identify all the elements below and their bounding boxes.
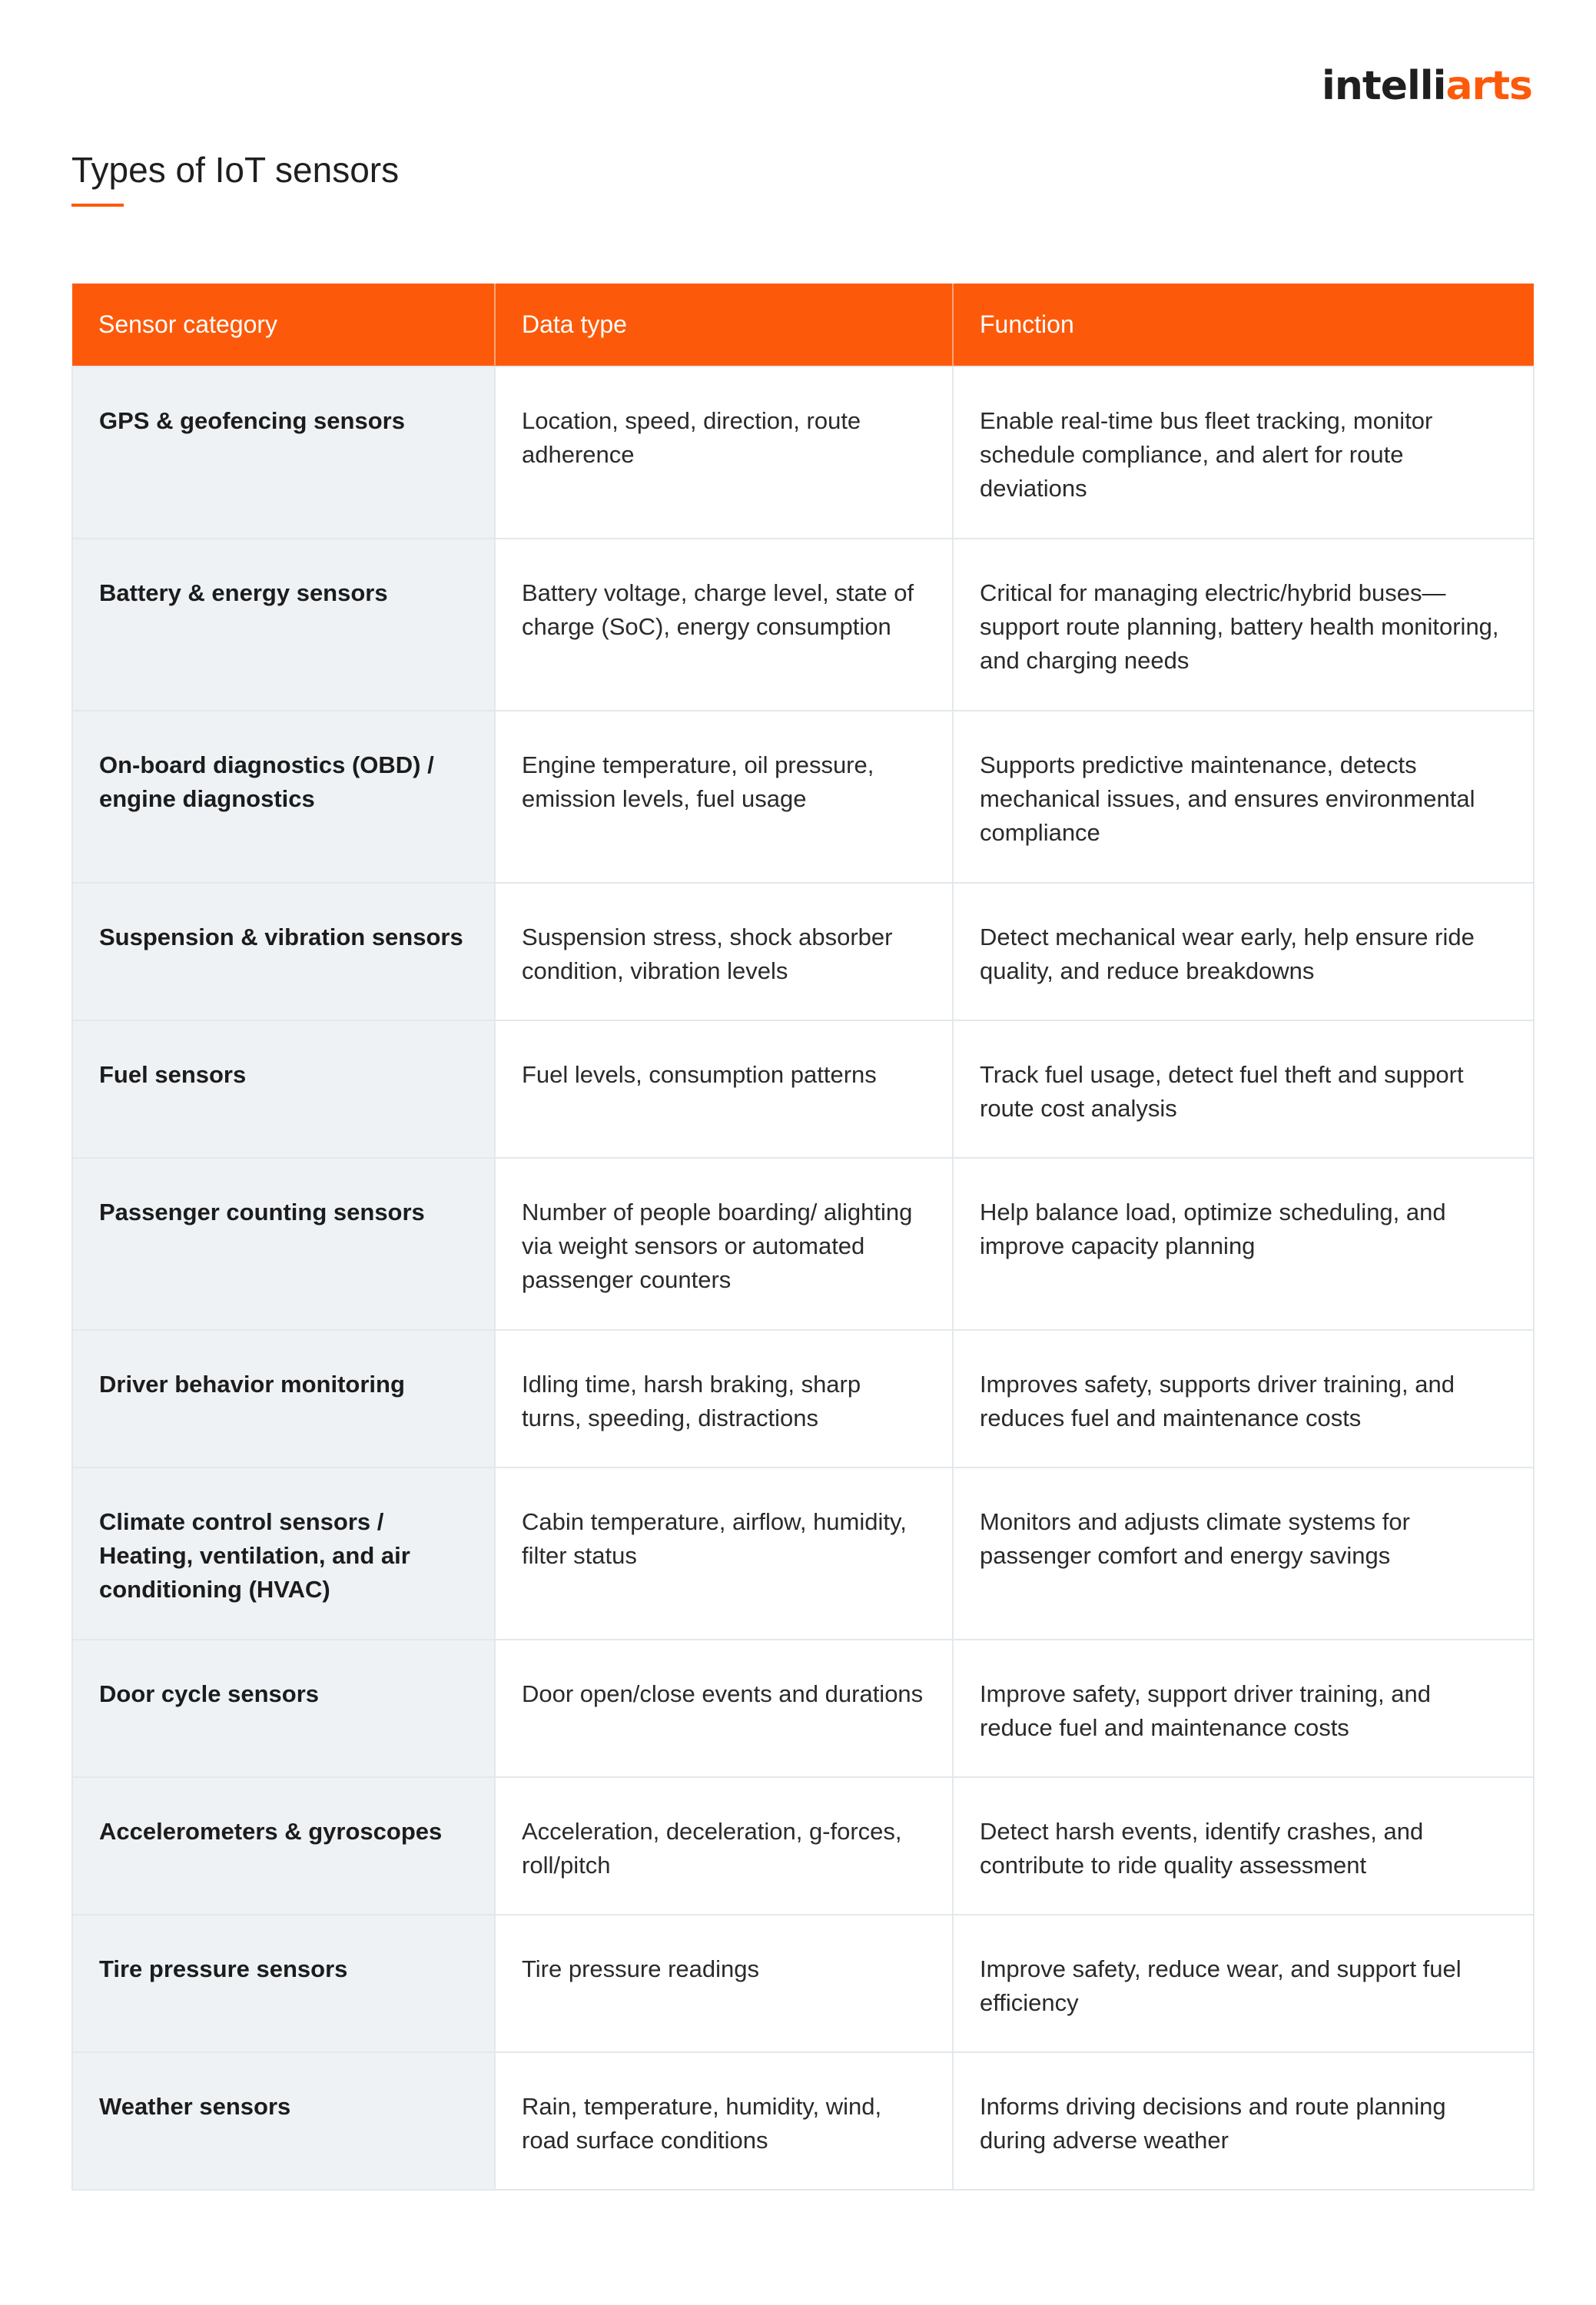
table-row bbox=[72, 539, 1534, 711]
data-type-cell: Tire pressure readings bbox=[495, 1915, 953, 2052]
data-type-cell: Cabin temperature, airflow, humidity, filter status bbox=[495, 1468, 953, 1640]
function-cell: Detect harsh events, identify crashes, and contribute to ride quality assessment bbox=[953, 1777, 1534, 1915]
sensor-category-cell: On-board diagnostics (OBD) / engine diagnostics bbox=[72, 711, 495, 883]
data-type-cell: Idling time, harsh braking, sharp turns, speeding, distractions bbox=[495, 1330, 953, 1468]
sensor-category-cell: Passenger counting sensors bbox=[72, 1158, 495, 1330]
sensor-category-cell: Weather sensors bbox=[72, 2052, 495, 2190]
table-row bbox=[72, 1158, 1534, 1330]
sensor-category-cell: Driver behavior monitoring bbox=[72, 1330, 495, 1468]
data-type-cell: Door open/close events and durations bbox=[495, 1640, 953, 1777]
sensor-category-cell: Door cycle sensors bbox=[72, 1640, 495, 1777]
sensor-category-cell: GPS & geofencing sensors bbox=[72, 366, 495, 539]
sensor-category-cell: Battery & energy sensors bbox=[72, 539, 495, 711]
sensor-category-cell: Climate control sensors / Heating, ventilation, and air conditioning (HVAC) bbox=[72, 1468, 495, 1640]
function-cell: Help balance load, optimize scheduling, and improve capacity planning bbox=[953, 1158, 1534, 1330]
function-cell: Supports predictive maintenance, detects mechanical issues, and ensures environmental compliance bbox=[953, 711, 1534, 883]
table-row bbox=[72, 2052, 1534, 2190]
function-cell: Detect mechanical wear early, help ensure ride quality, and reduce breakdowns bbox=[953, 883, 1534, 1020]
data-type-cell: Location, speed, direction, route adherence bbox=[495, 366, 953, 539]
function-cell: Enable real-time bus fleet tracking, monitor schedule compliance, and alert for route deviations bbox=[953, 366, 1534, 539]
table-row bbox=[72, 711, 1534, 883]
function-cell: Improve safety, reduce wear, and support fuel efficiency bbox=[953, 1915, 1534, 2052]
function-cell: Improves safety, supports driver training, and reduces fuel and maintenance costs bbox=[953, 1330, 1534, 1468]
data-type-cell: Suspension stress, shock absorber condition, vibration levels bbox=[495, 883, 953, 1020]
table-row bbox=[72, 1777, 1534, 1915]
table-row bbox=[72, 1915, 1534, 2052]
sensor-category-cell: Fuel sensors bbox=[72, 1020, 495, 1158]
function-cell: Informs driving decisions and route planning during adverse weather bbox=[953, 2052, 1534, 2190]
function-cell: Monitors and adjusts climate systems for passenger comfort and energy savings bbox=[953, 1468, 1534, 1640]
data-type-cell: Rain, temperature, humidity, wind, road surface conditions bbox=[495, 2052, 953, 2190]
sensor-category-cell: Suspension & vibration sensors bbox=[72, 883, 495, 1020]
intelliarts-logo bbox=[1322, 63, 1532, 109]
data-type-cell: Acceleration, deceleration, g-forces, roll/pitch bbox=[495, 1777, 953, 1915]
header-data-type: Data type bbox=[495, 284, 953, 366]
table-row bbox=[72, 1330, 1534, 1468]
data-type-cell: Engine temperature, oil pressure, emission levels, fuel usage bbox=[495, 711, 953, 883]
title-underline bbox=[71, 204, 124, 207]
table-row bbox=[72, 1468, 1534, 1640]
data-type-cell: Fuel levels, consumption patterns bbox=[495, 1020, 953, 1158]
function-cell: Improve safety, support driver training, and reduce fuel and maintenance costs bbox=[953, 1640, 1534, 1777]
sensor-types-table bbox=[71, 284, 1535, 2191]
data-type-cell: Number of people boarding/ alighting via weight sensors or automated passenger counters bbox=[495, 1158, 953, 1330]
table-row bbox=[72, 366, 1534, 539]
sensor-category-cell: Tire pressure sensors bbox=[72, 1915, 495, 2052]
function-cell: Track fuel usage, detect fuel theft and support route cost analysis bbox=[953, 1020, 1534, 1158]
logo-text-prefix: intelli bbox=[1322, 63, 1446, 109]
sensor-category-cell: Accelerometers & gyroscopes bbox=[72, 1777, 495, 1915]
table-row bbox=[72, 1020, 1534, 1158]
header-sensor-category: Sensor category bbox=[72, 284, 495, 366]
table-row bbox=[72, 1640, 1534, 1777]
data-type-cell: Battery voltage, charge level, state of charge (SoC), energy consumption bbox=[495, 539, 953, 711]
page-title: Types of IoT sensors bbox=[71, 150, 400, 190]
table-row bbox=[72, 883, 1534, 1020]
table-header-row bbox=[72, 284, 1534, 366]
logo-text-suffix: arts bbox=[1445, 63, 1532, 109]
header-function: Function bbox=[953, 284, 1534, 366]
function-cell: Critical for managing electric/hybrid buses—support route planning, battery health monitoring, and charging needs bbox=[953, 539, 1534, 711]
